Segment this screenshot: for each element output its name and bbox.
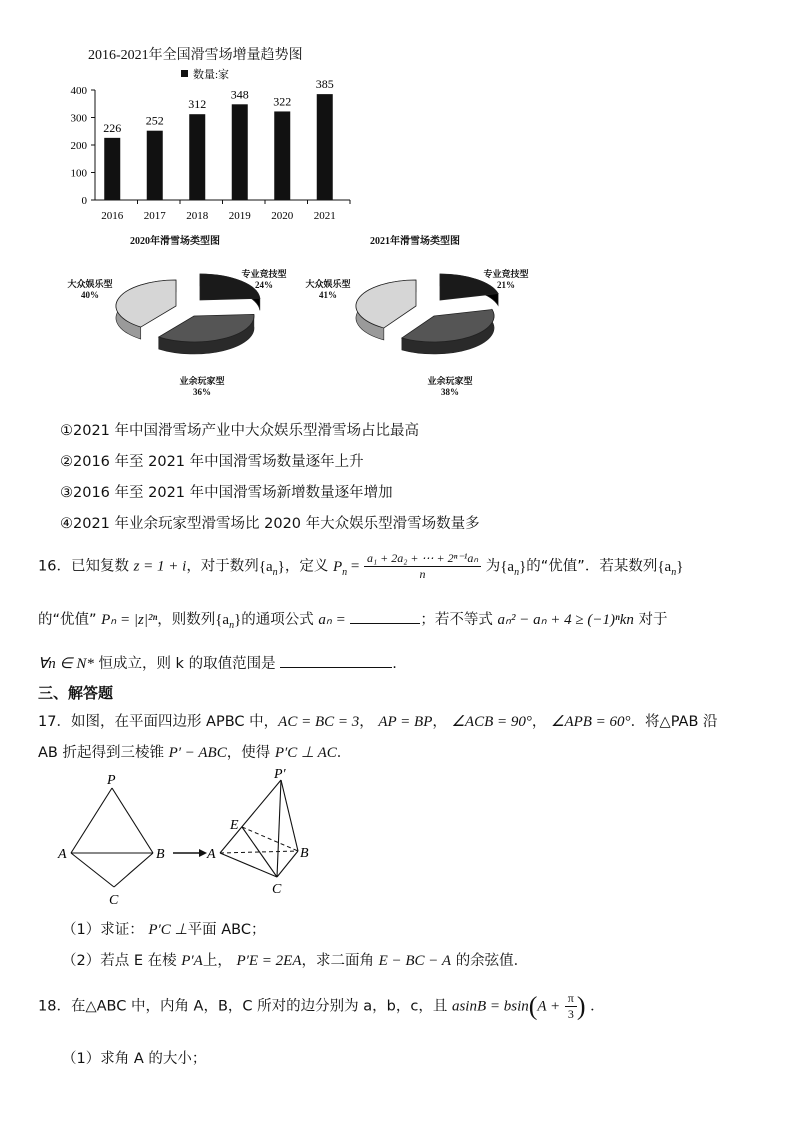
q18-equation: asinB = bsin: [451, 998, 529, 1015]
q16-line-3: [38, 652, 397, 673]
q16-seq-3-end: }: [676, 558, 684, 575]
y-tick-label: 100: [70, 167, 87, 180]
q17-s2-f: E − BC − A: [378, 953, 452, 969]
bar-data-label: 312: [188, 97, 207, 112]
statement-4: ④2021 年业余玩家型滑雪场比 2020 年大众娱乐型滑雪场数量多: [60, 516, 480, 532]
q17-l1-i: ．将△PAB 沿: [630, 714, 718, 730]
q16-seq-2-end: }: [519, 558, 527, 575]
q16-seq-3-sub: n: [671, 566, 677, 578]
q17-tetra: P′ − ABC: [168, 745, 227, 761]
q18-line-1: [38, 991, 605, 1022]
x-tick-label: 2016: [101, 210, 124, 222]
q16-seq-1-a: {a: [258, 558, 273, 575]
q16-seq-3-a: {a: [657, 558, 672, 575]
q17-angle-acb: ∠ACB = 90°: [451, 714, 532, 730]
bar-2019: [232, 104, 248, 200]
label-E: E: [230, 818, 239, 833]
q16-inequality: aₙ² − aₙ + 4 ≥ (−1)ⁿkn: [497, 612, 634, 628]
x-tick-label: 2019: [228, 210, 251, 222]
q18-sub-1: （1）求角 A 的大小；: [62, 1051, 207, 1067]
q16-l3-c: .: [392, 656, 397, 672]
q16-seq-4-end: }: [234, 612, 242, 628]
x-tick-label: 2020: [271, 210, 294, 222]
label-A: A: [58, 847, 67, 862]
pie-2021-title: 2021年滑雪场类型图: [370, 236, 460, 247]
bar-2016: [104, 138, 120, 200]
q17-sub-2: [62, 949, 528, 970]
q16-P-sub: n: [342, 566, 348, 578]
q17-line-1: [38, 710, 718, 731]
pie-2021-mass-pct: 41%: [319, 290, 337, 300]
pie-2020-mass-name: 大众娱乐型: [67, 279, 113, 289]
bar-chart: [50, 62, 360, 228]
label-C2: C: [272, 882, 282, 897]
q17-l1-a: 17．如图，在平面四边形 APBC 中，: [38, 714, 279, 730]
q17-s2-g: 的余弦值．: [455, 953, 529, 969]
q16-line-1: [38, 551, 683, 588]
pie-slice-大众娱乐型: [116, 280, 176, 327]
bar-2017: [147, 131, 163, 200]
bar-data-label: 322: [273, 94, 292, 109]
q16-seq-2: [500, 558, 527, 578]
q18-right-paren: ): [576, 991, 586, 1021]
q16-seq-2-a: {a: [500, 558, 515, 575]
q18-frac-num: π: [565, 991, 577, 1007]
q17-s1-c: 平面 ABC；: [187, 922, 266, 938]
label-C: C: [109, 893, 119, 908]
q17-s2-b: P′A: [181, 953, 203, 969]
q17-l2-a: AB 折起得到三棱锥: [38, 745, 164, 761]
bar-data-label: 226: [103, 120, 122, 135]
q16-l2-a: 的“优值”: [38, 612, 97, 628]
q16-seq-1: [258, 558, 285, 578]
x-tick-label: 2017: [143, 210, 166, 222]
pie-2021-label-pro: [476, 269, 536, 291]
y-tick-label: 200: [70, 140, 87, 152]
pie-2020-title: 2020年滑雪场类型图: [130, 236, 220, 247]
bar-data-label: 252: [145, 113, 164, 128]
q17-s1-b: P′C ⊥: [148, 922, 188, 938]
q16-frac-num: a₁ + 2a₂ + ⋯ + 2ⁿ⁻¹aₙ: [364, 551, 481, 567]
q16-P-def: [332, 558, 348, 578]
q16-l2-d: 的通项公式: [241, 612, 314, 628]
pie-2021-mass-name: 大众娱乐型: [305, 279, 351, 289]
pie-2021-pro-pct: 21%: [497, 280, 515, 290]
y-tick-label: 0: [81, 195, 87, 207]
q17-ac-bc: AC = BC = 3: [278, 714, 360, 730]
q16-seq-1-sub: n: [272, 566, 278, 578]
q16-blank-1[interactable]: [350, 609, 420, 624]
q16-seq-4-sub: n: [229, 620, 235, 631]
q17-figure: [55, 766, 335, 916]
q17-perp: P′C ⊥ AC: [274, 745, 337, 761]
q16-frac-den: n: [419, 567, 426, 581]
q16-fraction: [364, 551, 481, 582]
q16-eq: =: [347, 558, 360, 575]
label-P-prime: P′: [274, 767, 286, 782]
q18-A-plus: A +: [537, 998, 561, 1015]
statement-2: ②2016 年至 2021 年中国滑雪场数量逐年上升: [60, 454, 364, 470]
pie-2020-mass-pct: 40%: [81, 290, 99, 300]
q18-l1-a: 18．在△ABC 中，内角 A，B，C 所对的边分别为 a，b，c，且: [38, 998, 448, 1015]
x-tick-label: 2018: [186, 210, 209, 222]
arrow-icon: [173, 849, 207, 857]
pie-2020-label-pro: [234, 269, 294, 291]
label-B2: B: [300, 846, 309, 861]
q17-s2-d: P′E = 2EA: [236, 953, 302, 969]
label-A2: A: [207, 847, 216, 862]
q17-s2-e: ，求二面角: [301, 953, 374, 969]
q17-s2-c: 上，: [202, 953, 232, 969]
section-3-heading: 三、解答题: [38, 684, 114, 702]
bar-2020: [274, 111, 290, 200]
q17-sub-1: [62, 918, 265, 939]
q16-number: 16．已知复数: [38, 558, 129, 575]
y-tick-label: 300: [70, 112, 87, 125]
q16-text-4: 的“优值”．若某数列: [526, 558, 658, 575]
x-tick-label: 2021: [313, 210, 336, 222]
q17-l1-g: ，: [531, 714, 547, 730]
q17-l2-e: ．: [336, 745, 352, 761]
pie-2020-amateur-name: 业余玩家型: [179, 376, 225, 386]
q16-text-1: ，对于数列: [186, 558, 259, 575]
figure-left-quadrilateral: [71, 788, 153, 887]
q18-l1-d: ．: [590, 998, 605, 1015]
bar-data-label: 348: [230, 87, 249, 102]
pie-2020-label-amateur: [172, 376, 232, 398]
pie-2021-label-mass: [298, 279, 358, 301]
q17-angle-apb: ∠APB = 60°: [551, 714, 631, 730]
q16-l2-f: ；若不等式: [420, 612, 493, 628]
q17-l2-c: ，使得: [226, 745, 271, 761]
q16-z-definition: z = 1 + i: [133, 558, 187, 575]
q18-frac-den: 3: [567, 1007, 574, 1021]
q16-blank-2[interactable]: [280, 653, 392, 668]
bar-chart-title: 2016-2021年全国滑雪场增量趋势图: [88, 48, 303, 63]
q17-s1-a: （1）求证：: [62, 922, 144, 938]
pie-2021-label-amateur: [420, 376, 480, 398]
q16-seq-2-sub: n: [514, 566, 520, 578]
statement-1: ①2021 年中国滑雪场产业中大众娱乐型滑雪场占比最高: [60, 423, 420, 439]
pie-2021-pro-name: 专业竞技型: [483, 269, 529, 279]
statement-3: ③2016 年至 2021 年中国滑雪场新增数量逐年增加: [60, 485, 393, 501]
label-B: B: [156, 847, 165, 862]
q18-left-paren: (: [528, 991, 538, 1021]
pie-2021-amateur-pct: 38%: [441, 387, 459, 397]
pie-2020-pro-pct: 24%: [255, 280, 273, 290]
q16-forall: ∀n ∈ N*: [38, 656, 94, 672]
legend-swatch: [181, 70, 188, 77]
q18-fraction: [565, 991, 577, 1022]
q16-text-3: 为: [485, 558, 501, 575]
q16-seq-3: [657, 558, 684, 578]
bar-2021: [317, 94, 333, 200]
q16-seq-1-end: }: [277, 558, 285, 575]
q17-ap-bp: AP = BP: [378, 714, 433, 730]
q17-line-2: [38, 741, 351, 762]
q16-line-2: [38, 608, 668, 631]
bar-2018: [189, 114, 205, 200]
pie-2020-label-mass: [60, 279, 120, 301]
q16-Pn-value: Pₙ = |z|²ⁿ: [101, 612, 158, 628]
q16-seq-4: [215, 612, 242, 631]
label-P: P: [107, 773, 116, 788]
q16-an-eq: aₙ =: [318, 612, 346, 628]
q16-l3-b: 恒成立，则 k 的取值范围是: [98, 656, 276, 672]
q17-s2-a: （2）若点 E 在棱: [62, 953, 177, 969]
pie-2020-pro-name: 专业竞技型: [241, 269, 287, 279]
legend-label: 数量:家: [193, 69, 230, 81]
q16-P: P: [332, 558, 343, 575]
y-tick-label: 400: [70, 85, 87, 97]
pie-2021-amateur-name: 业余玩家型: [427, 376, 473, 386]
q17-l1-c: ，: [359, 714, 374, 730]
q16-l2-c: ，则数列: [157, 612, 216, 628]
q17-l1-e: ，: [432, 714, 447, 730]
q16-text-2: ，定义: [284, 558, 329, 575]
pie-2020-amateur-pct: 36%: [193, 387, 211, 397]
q16-seq-4-a: {a: [215, 612, 230, 628]
bar-data-label: 385: [315, 77, 334, 92]
q16-l2-h: 对于: [638, 612, 668, 628]
